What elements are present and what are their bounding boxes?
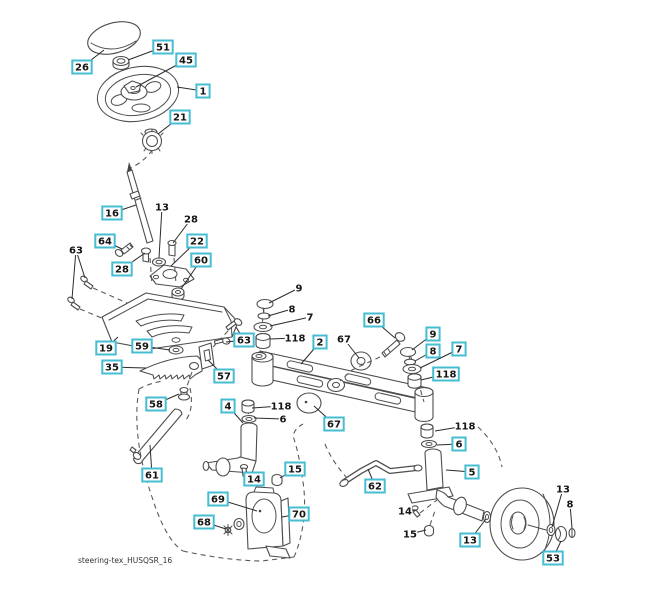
callout-label: 28	[115, 264, 129, 276]
callout-4	[221, 400, 243, 424]
front-tire-drawing	[490, 488, 575, 560]
callout-label: 15	[403, 529, 417, 541]
callout-label: 13	[155, 202, 169, 214]
callout-label: 6	[279, 414, 287, 426]
callout-label: 5	[468, 467, 476, 479]
callout-label: 14	[247, 474, 261, 486]
callout-8	[415, 345, 440, 362]
callout-118	[270, 333, 305, 345]
grease-fitting-68-drawing	[224, 525, 232, 536]
callout-label: 67	[337, 334, 351, 346]
diagram-caption: steering-tex_HUSQSR_16	[78, 556, 173, 565]
callout-label: 8	[429, 346, 437, 358]
callout-label: 7	[455, 344, 463, 356]
steering-wheel-cap-drawing	[84, 16, 144, 60]
callout-label: 64	[98, 236, 112, 248]
callout-64	[95, 235, 122, 250]
callout-label: 60	[194, 255, 208, 267]
bolt-28-upper-drawing	[168, 241, 176, 257]
right-spindle-drawing	[408, 421, 491, 536]
callout-14	[244, 471, 263, 486]
callout-label: 19	[99, 343, 113, 355]
callout-label: 67	[327, 419, 341, 431]
callout-label: 4	[224, 401, 232, 413]
callout-label: 9	[429, 329, 437, 341]
callout-label: 13	[556, 484, 570, 496]
callout-label: 8	[566, 499, 574, 511]
bracket-57-drawing	[199, 343, 214, 369]
callout-15	[403, 529, 426, 541]
callout-label: 21	[173, 112, 187, 124]
leader-line	[269, 288, 299, 303]
pivot-washer-front-drawing	[351, 352, 371, 370]
callout-label: 118	[270, 401, 292, 413]
callout-label: 9	[295, 283, 303, 295]
callout-62	[365, 469, 384, 493]
callout-label: 15	[288, 464, 302, 476]
pivot-washer-rear-drawing	[297, 393, 321, 413]
callout-label: 8	[288, 304, 296, 316]
steering-nut-drawing	[113, 57, 129, 70]
callout-6	[437, 438, 466, 451]
callout-label: 16	[105, 208, 119, 220]
callout-label: 28	[184, 214, 198, 226]
callout-label: 2	[316, 337, 324, 349]
callout-66	[364, 314, 395, 339]
mount-bolt-64-drawing	[114, 243, 133, 258]
callout-label: 51	[156, 42, 170, 54]
callout-5	[446, 466, 479, 479]
leader-line	[72, 250, 76, 299]
left-kingpin-hardware-drawing	[252, 299, 273, 362]
callout-63	[69, 245, 85, 299]
callout-label: 7	[306, 312, 314, 324]
callout-label: 118	[454, 421, 476, 433]
callout-label: 53	[546, 553, 560, 565]
front-wheel-left-drawing	[224, 487, 290, 558]
leader-line	[159, 207, 162, 258]
callout-21	[158, 111, 190, 135]
callout-label: 26	[75, 62, 89, 74]
callout-1	[177, 85, 210, 98]
callout-label: 6	[455, 439, 463, 451]
callout-label: 68	[197, 517, 211, 529]
hub-cap-53-drawing	[556, 527, 567, 542]
callout-9	[269, 283, 303, 303]
callout-label: 35	[105, 362, 119, 374]
callout-13	[460, 519, 486, 547]
steering-shaft-drawing	[127, 162, 153, 243]
callout-label: 118	[435, 369, 457, 381]
callout-118	[421, 368, 459, 381]
callout-label: 59	[135, 341, 149, 353]
callout-28	[112, 253, 145, 276]
callout-label: 22	[190, 236, 204, 248]
callout-label: 66	[367, 315, 381, 327]
callout-6	[254, 414, 287, 426]
callout-8	[566, 499, 574, 528]
callout-118	[435, 421, 475, 433]
callout-label: 45	[179, 55, 193, 67]
dash-boot-to-shaft	[131, 150, 152, 168]
shaft-58-drawing	[179, 388, 190, 401]
callout-label: 63	[69, 245, 83, 257]
callout-15	[280, 463, 305, 479]
callout-label: 14	[398, 506, 412, 518]
callout-label: 1	[199, 86, 207, 98]
callout-label: 13	[463, 535, 477, 547]
callout-label: 118	[284, 333, 306, 345]
callout-label: 63	[237, 335, 251, 347]
callout-13	[155, 202, 169, 258]
callout-57	[208, 360, 234, 383]
callout-68	[194, 516, 226, 530]
callout-35	[102, 361, 146, 374]
callout-label: 57	[217, 371, 231, 383]
callout-67	[314, 406, 344, 431]
washer-59-drawing	[169, 346, 183, 354]
leader-line	[270, 317, 310, 326]
callout-label: 69	[211, 494, 225, 506]
callout-label: 62	[368, 481, 382, 493]
callout-label: 58	[149, 399, 163, 411]
callout-118	[252, 401, 291, 413]
sector-gear-drawing	[140, 356, 202, 379]
e-clip-8-drawing	[569, 529, 575, 538]
callout-label: 61	[145, 470, 159, 482]
axle-washer-13-drawing	[547, 525, 555, 536]
callout-label: 70	[292, 509, 306, 521]
callout-67	[337, 334, 359, 358]
callout-19	[96, 337, 118, 355]
callout-26	[72, 50, 104, 74]
callout-58	[146, 394, 179, 411]
bearing-bracket-drawing	[150, 265, 194, 287]
callout-16	[102, 205, 136, 220]
